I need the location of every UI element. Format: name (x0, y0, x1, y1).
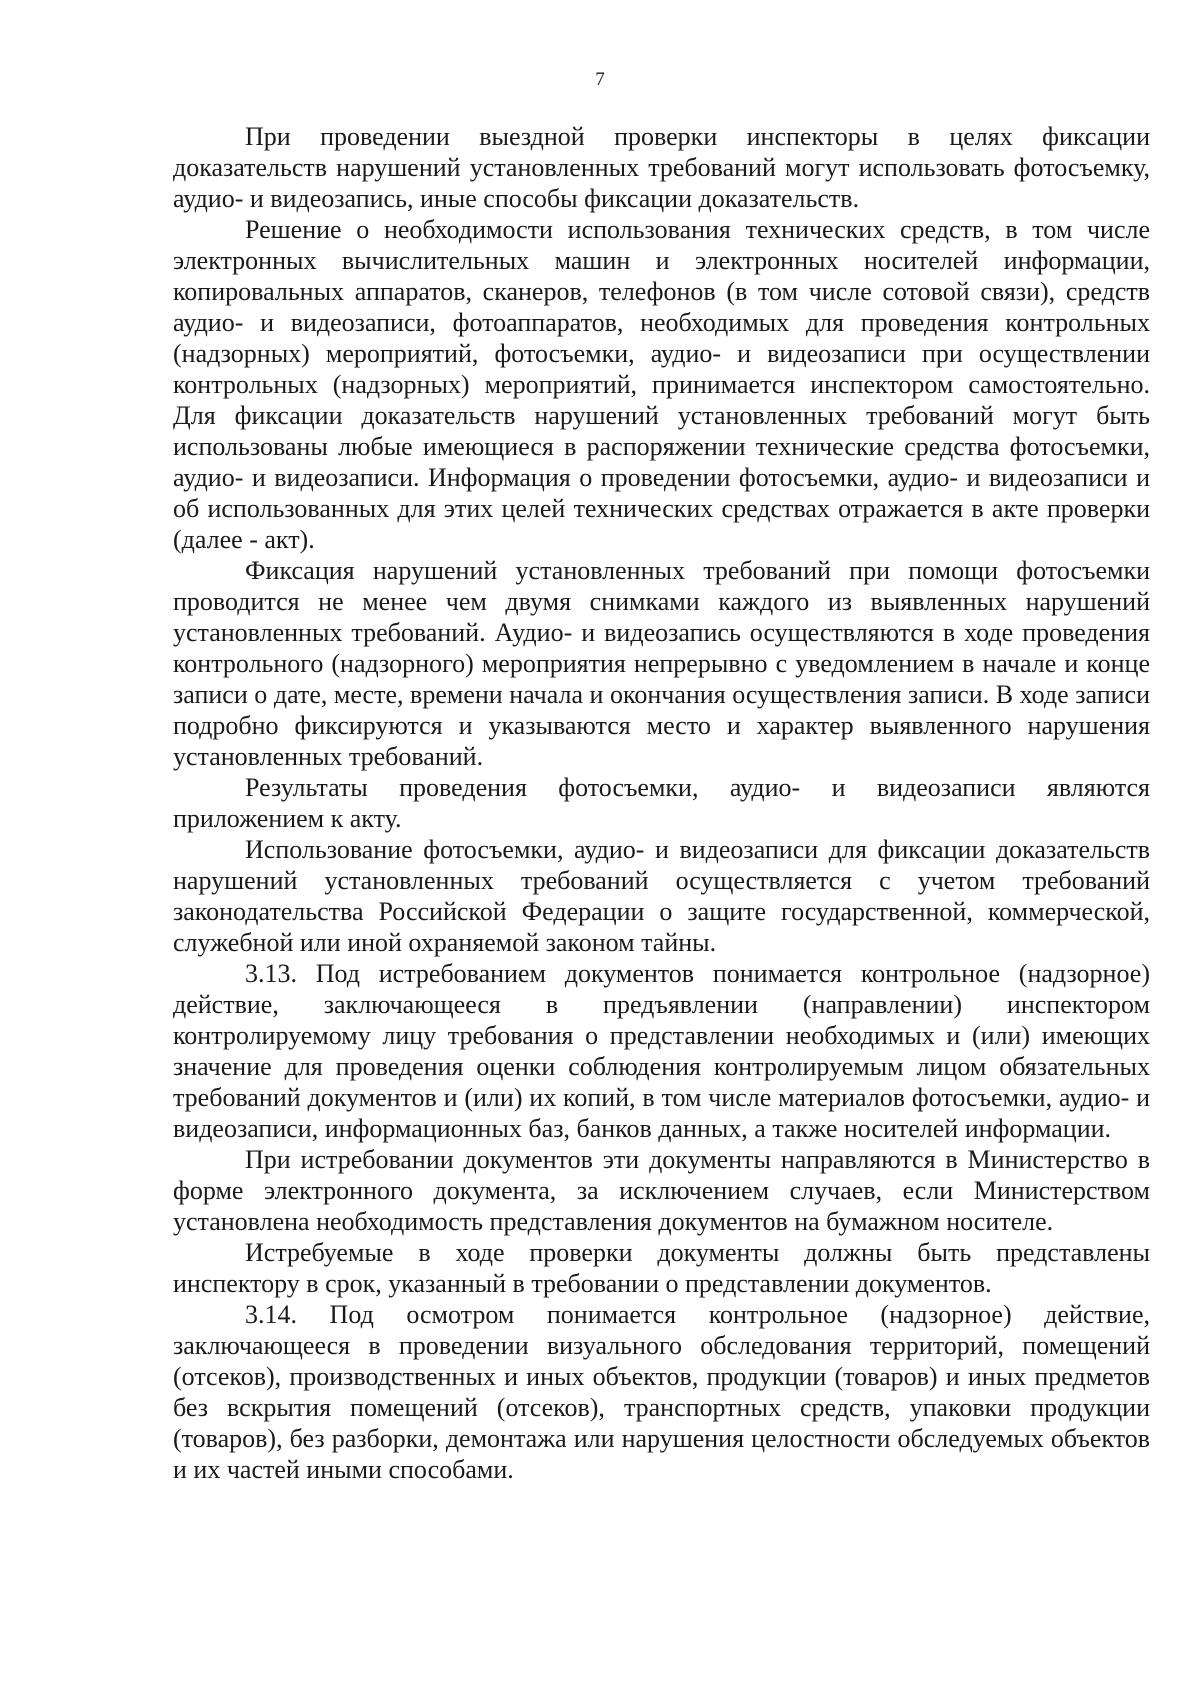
paragraph-submission-deadline: Истребуемые в ходе проверки документы должны быть представлены инспектору в срок, указанный в требовании о представлении документов. (173, 1238, 1150, 1298)
page-number: 7 (595, 69, 605, 90)
paragraph-3-13-document-request: 3.13. Под истребованием документов понимается контрольное (надзорное) действие, заключающееся в предъявлении (направлении) инспектором контролируемому лицу требования о представлении необходимых и (или) имеющих значение для проведения оценки соблюдения контролируемым лицом обязательных требований документов и (или) их копий, в том числе материалов фотосъемки, аудио- и видеозаписи, информационных баз, банков данных, а также носителей информации. (173, 959, 1150, 1143)
document-body (173, 121, 1150, 1485)
paragraph-results-attachment: Результаты проведения фотосъемки, аудио- и видеозаписи являются приложением к акту. (173, 773, 1150, 833)
paragraph-on-site-inspection-recording: При проведении выездной проверки инспекторы в целях фиксации доказательств нарушений установленных требований могут использовать фотосъемку, аудио- и видеозапись, иные способы фиксации доказательств. (173, 122, 1150, 213)
paragraph-photo-fixation: Фиксация нарушений установленных требований при помощи фотосъемки проводится не менее чем двумя снимками каждого из выявленных нарушений установленных требований. Аудио- и видеозапись осуществляются в ходе проведения контрольного (надзорного) мероприятия непрерывно с уведомлением в начале и конце записи о дате, месте, времени начала и окончания осуществления записи. В ходе записи подробно фиксируются и указываются место и характер выявленного нарушения установленных требований. (173, 556, 1150, 771)
paragraph-electronic-submission: При истребовании документов эти документы направляются в Министерство в форме электронного документа, за исключением случаев, если Министерством установлена необходимость представления документов на бумажном носителе. (173, 1145, 1150, 1236)
paragraph-technical-means-decision: Решение о необходимости использования технических средств, в том числе электронных вычислительных машин и электронных носителей информации, копировальных аппаратов, сканеров, телефонов (в том числе сотовой связи), средств аудио- и видеозаписи, фотоаппаратов, необходимых для проведения контрольных (надзорных) мероприятий, фотосъемки, аудио- и видеозаписи при осуществлении контрольных (надзорных) мероприятий, принимается инспектором самостоятельно. Для фиксации доказательств нарушений установленных требований могут быть использованы любые имеющиеся в распоряжении технические средства фотосъемки, аудио- и видеозаписи. Информация о проведении фотосъемки, аудио- и видеозаписи и об использованных для этих целей технических средствах отражается в акте проверки (далее - акт). (173, 215, 1150, 554)
paragraph-secrecy-compliance: Использование фотосъемки, аудио- и видеозаписи для фиксации доказательств нарушений установленных требований осуществляется с учетом требований законодательства Российской Федерации о защите государственной, коммерческой, служебной или иной охраняемой законом тайны. (173, 835, 1150, 957)
paragraph-3-14-inspection: 3.14. Под осмотром понимается контрольное (надзорное) действие, заключающееся в проведении визуального обследования территорий, помещений (отсеков), производственных и иных объектов, продукции (товаров) и иных предметов без вскрытия помещений (отсеков), транспортных средств, упаковки продукции (товаров), без разборки, демонтажа или нарушения целостности обследуемых объектов и их частей иными способами. (173, 1300, 1150, 1484)
